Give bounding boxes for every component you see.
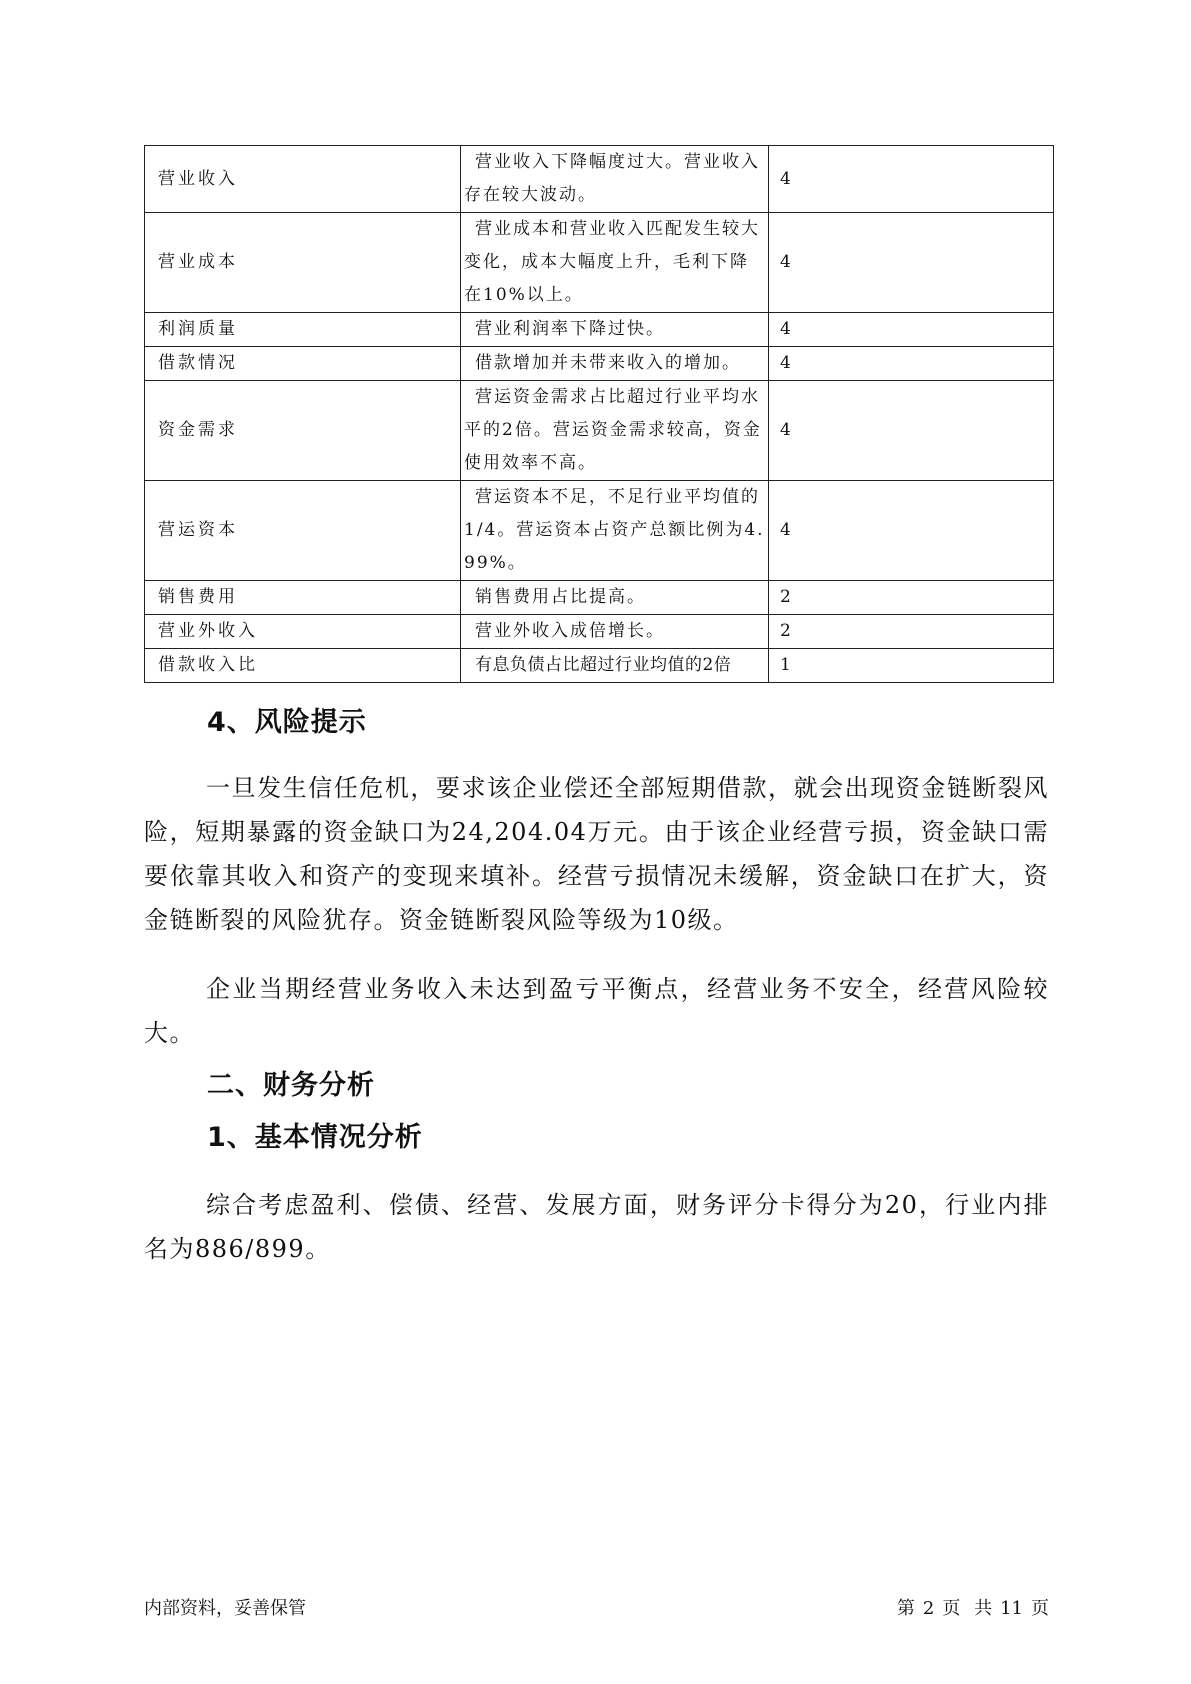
risk-warning-paragraph-1: 一旦发生信任危机，要求该企业偿还全部短期借款，就会出现资金链断裂风险，短期暴露的资金缺口为24,204.04万元。由于该企业经营亏损，资金缺口需要依靠其收入和资产的变现来填补。经营亏损情况未缓解，资金缺口在扩大，资金链断裂的风险犹存。资金链断裂风险等级为10级。	[144, 774, 1049, 934]
indicator-score-cell: 4	[769, 213, 1054, 313]
indicator-name-cell: 借款收入比	[145, 649, 461, 683]
indicator-name-cell: 营业外收入	[145, 615, 461, 649]
risk-indicator-table	[144, 145, 1054, 683]
basic-analysis-paragraph: 综合考虑盈利、偿债、经营、发展方面，财务评分卡得分为20，行业内排名为886/899。	[144, 1191, 1049, 1263]
indicator-desc: 营业利润率下降过快。	[475, 319, 665, 339]
indicator-desc-cell	[461, 146, 769, 213]
indicator-score-cell: 2	[769, 615, 1054, 649]
indicator-desc-cell	[461, 347, 769, 381]
indicator-name-cell: 营业成本	[145, 213, 461, 313]
indicator-desc: 销售费用占比提高。	[475, 587, 646, 607]
indicator-desc-cell	[461, 381, 769, 481]
indicator-desc: 营业外收入成倍增长。	[475, 621, 665, 641]
risk-table-body	[145, 146, 1054, 683]
table-row	[145, 381, 1054, 481]
risk-warning-heading: 4、风险提示	[207, 707, 367, 738]
indicator-name-cell: 营运资本	[145, 481, 461, 581]
table-row	[145, 615, 1054, 649]
indicator-score-cell: 4	[769, 347, 1054, 381]
indicator-desc: 有息负债占比超过行业均值的2倍	[475, 655, 732, 675]
page-unit: 页	[942, 1598, 961, 1619]
indicator-desc: 借款增加并未带来收入的增加。	[475, 353, 741, 373]
page-total: 11	[1000, 1598, 1023, 1619]
indicator-desc: 营运资本不足，不足行业平均值的1/4。营运资本占资产总额比例为4.99%。	[464, 487, 765, 573]
indicator-score-cell: 4	[769, 481, 1054, 581]
table-row	[145, 347, 1054, 381]
indicator-score-cell: 2	[769, 581, 1054, 615]
footer-confidential-note: 内部资料，妥善保管	[144, 1598, 306, 1619]
financial-analysis-heading: 二、财务分析	[207, 1070, 375, 1101]
indicator-desc: 营运资金需求占比超过行业平均水平的2倍。营运资金需求较高，资金使用效率不高。	[464, 387, 762, 473]
indicator-desc-cell	[461, 615, 769, 649]
indicator-desc-cell	[461, 313, 769, 347]
indicator-name-cell: 借款情况	[145, 347, 461, 381]
indicator-desc-cell	[461, 213, 769, 313]
indicator-desc-cell	[461, 649, 769, 683]
basic-analysis-heading: 1、基本情况分析	[207, 1122, 423, 1153]
risk-warning-paragraph-2: 企业当期经营业务收入未达到盈亏平衡点，经营业务不安全，经营风险较大。	[144, 975, 1049, 1047]
indicator-score-cell: 1	[769, 649, 1054, 683]
indicator-name-cell: 销售费用	[145, 581, 461, 615]
page-prefix: 第	[896, 1598, 915, 1619]
table-row	[145, 146, 1054, 213]
indicator-score-cell: 4	[769, 146, 1054, 213]
indicator-name-cell: 营业收入	[145, 146, 461, 213]
indicator-desc-cell	[461, 481, 769, 581]
indicator-desc-cell	[461, 581, 769, 615]
total-prefix: 共	[974, 1598, 993, 1619]
indicator-desc: 营业收入下降幅度过大。营业收入存在较大波动。	[464, 152, 760, 205]
table-row	[145, 649, 1054, 683]
indicator-name-cell: 资金需求	[145, 381, 461, 481]
table-row	[145, 481, 1054, 581]
indicator-name-cell: 利润质量	[145, 313, 461, 347]
table-row	[145, 313, 1054, 347]
footer-page-number	[893, 1594, 1053, 1620]
page-current: 2	[922, 1598, 935, 1619]
indicator-desc: 营业成本和营业收入匹配发生较大变化，成本大幅度上升，毛利下降在10%以上。	[464, 219, 760, 305]
total-unit: 页	[1031, 1598, 1049, 1619]
indicator-score-cell: 4	[769, 313, 1054, 347]
indicator-score-cell: 4	[769, 381, 1054, 481]
table-row	[145, 213, 1054, 313]
table-row	[145, 581, 1054, 615]
